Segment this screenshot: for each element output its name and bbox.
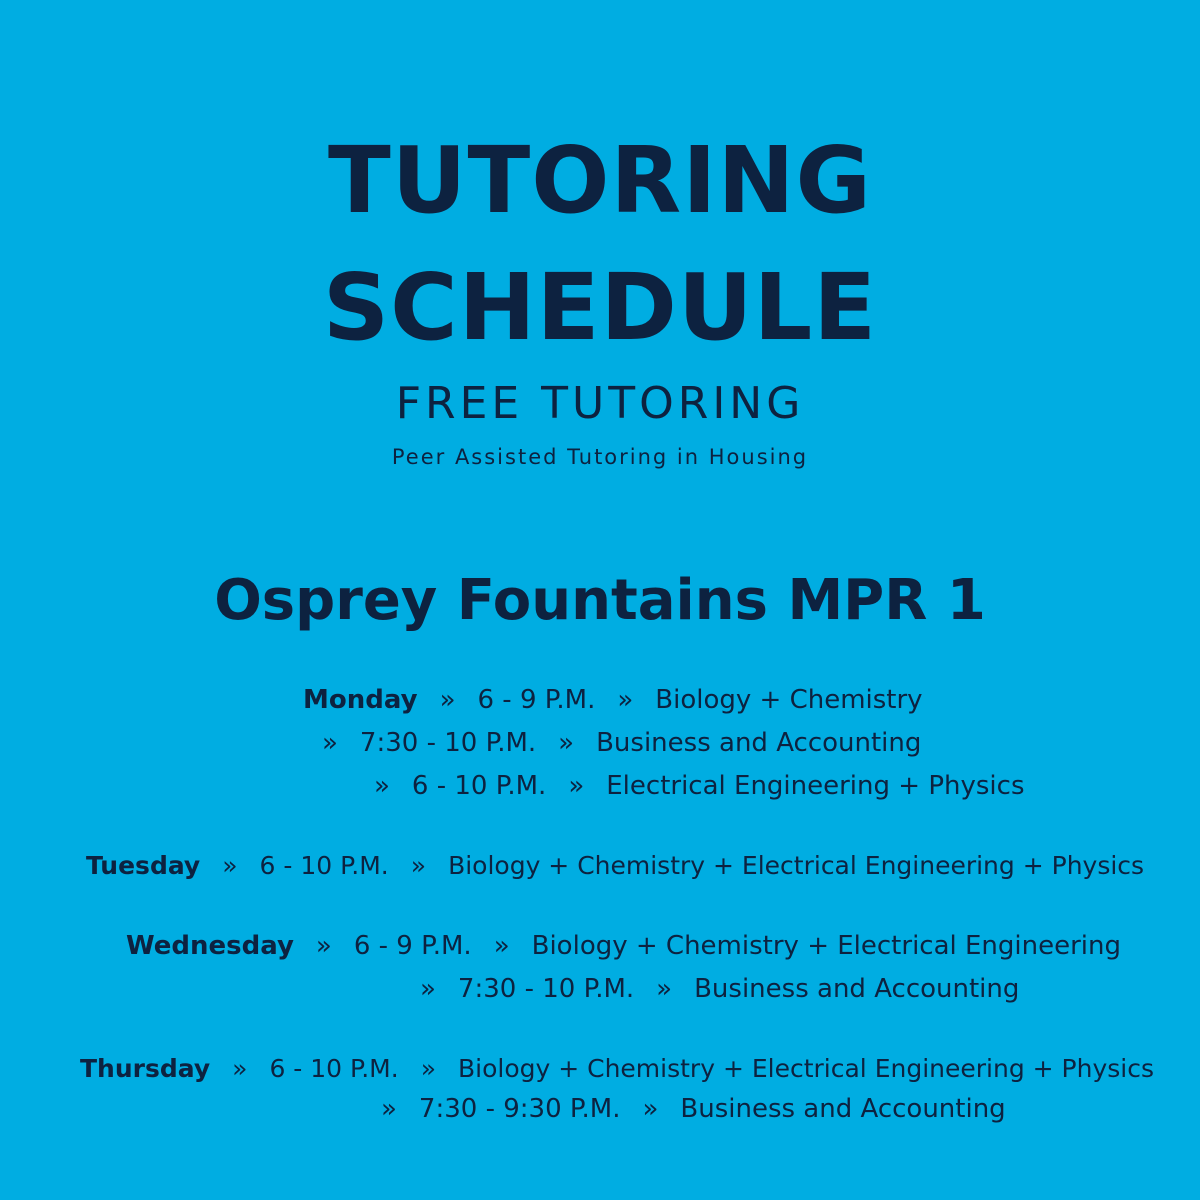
time-range: 7:30 - 9:30 P.M. <box>418 1094 621 1124</box>
schedule-row <box>86 853 1144 878</box>
separator-glyph: » <box>493 931 510 961</box>
separator-glyph: » <box>420 974 436 1004</box>
separator-glyph: » <box>374 771 390 801</box>
title-line-1: TUTORING <box>327 127 872 234</box>
separator-glyph: » <box>642 1094 659 1124</box>
subjects: Business and Accounting <box>680 1094 1006 1124</box>
separator-glyph: » <box>420 1054 436 1083</box>
subtitle: FREE TUTORING <box>395 378 805 429</box>
subjects: Biology + Chemistry + Electrical Engineering + Physics <box>457 1054 1154 1083</box>
subjects: Electrical Engineering + Physics <box>606 771 1025 801</box>
separator-glyph: » <box>222 851 238 880</box>
time-range: 6 - 9 P.M. <box>477 685 596 715</box>
title-line-2: SCHEDULE <box>322 254 878 361</box>
time-range: 6 - 9 P.M. <box>353 931 472 961</box>
separator-glyph: » <box>439 685 456 715</box>
separator-glyph: » <box>232 1054 248 1083</box>
time-range: 6 - 10 P.M. <box>269 1054 399 1083</box>
separator-glyph: » <box>410 851 427 880</box>
tagline: Peer Assisted Tutoring in Housing <box>391 445 809 469</box>
separator-glyph: » <box>381 1094 397 1124</box>
schedule-row <box>381 1096 1006 1122</box>
time-range: 7:30 - 10 P.M. <box>359 728 537 758</box>
day-label: Monday <box>303 685 418 715</box>
schedule-row <box>303 687 923 713</box>
subjects: Biology + Chemistry + Electrical Engineering <box>531 931 1122 961</box>
schedule-row <box>420 976 1019 1002</box>
subjects: Business and Accounting <box>596 728 922 758</box>
separator-glyph: » <box>656 974 673 1004</box>
time-range: 6 - 10 P.M. <box>259 851 389 880</box>
time-range: 7:30 - 10 P.M. <box>457 974 635 1004</box>
separator-glyph: » <box>558 728 575 758</box>
time-range: 6 - 10 P.M. <box>411 771 547 801</box>
separator-glyph: » <box>315 931 332 961</box>
day-label: Wednesday <box>126 931 294 961</box>
separator-glyph: » <box>568 771 585 801</box>
subjects: Biology + Chemistry <box>655 685 923 715</box>
schedule-row <box>322 730 921 756</box>
location-heading: Osprey Fountains MPR 1 <box>214 568 986 633</box>
separator-glyph: » <box>617 685 634 715</box>
day-label: Thursday <box>80 1054 211 1083</box>
subjects: Biology + Chemistry + Electrical Engineering + Physics <box>448 851 1145 880</box>
schedule-row <box>374 773 1024 799</box>
day-label: Tuesday <box>86 851 201 880</box>
subjects: Business and Accounting <box>694 974 1020 1004</box>
separator-glyph: » <box>322 728 338 758</box>
schedule-row <box>80 1056 1154 1081</box>
schedule-row <box>126 933 1121 959</box>
